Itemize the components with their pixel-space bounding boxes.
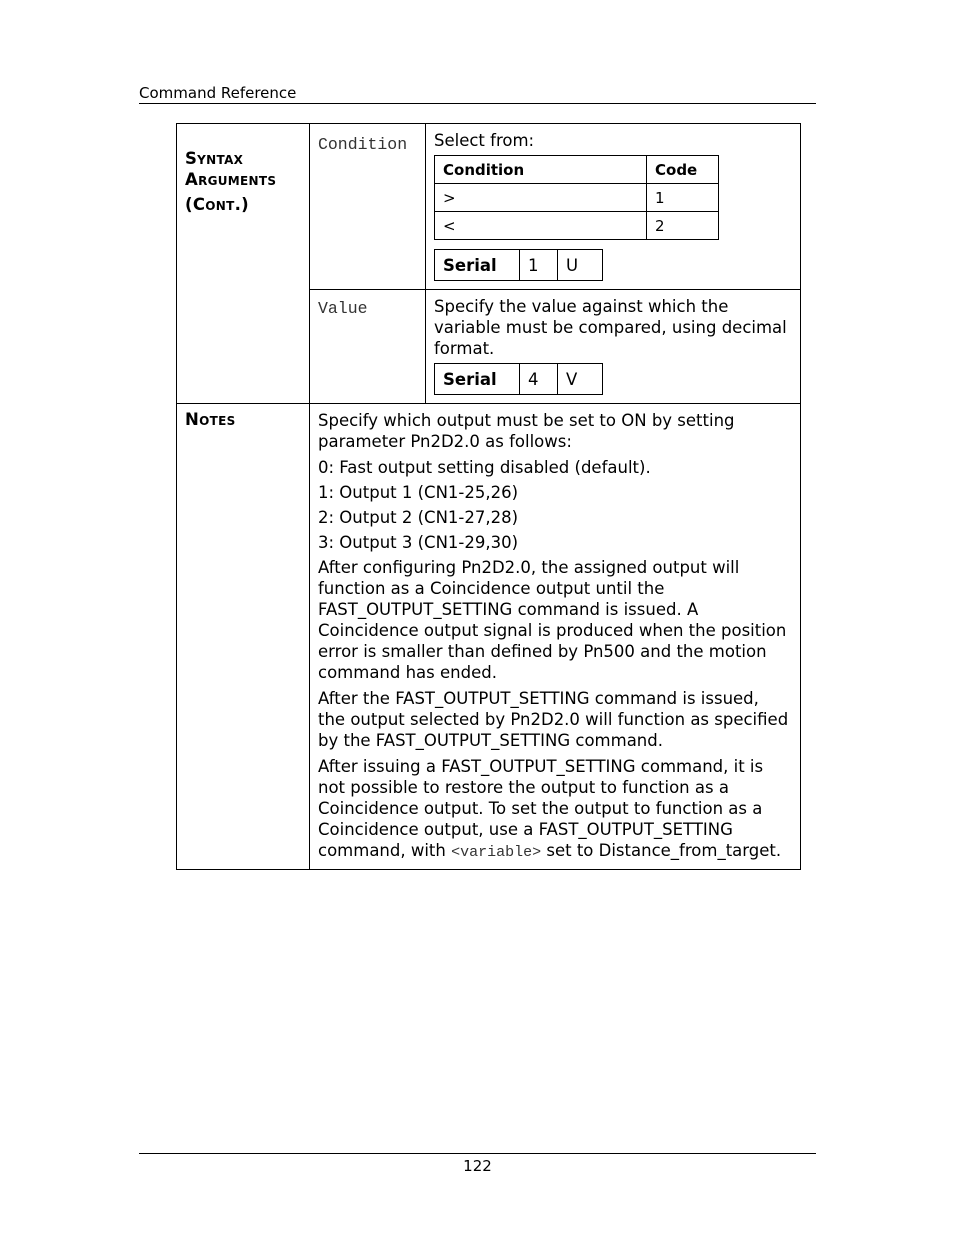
condition-intro: Select from: (434, 131, 535, 150)
code-cell: 1 (647, 184, 719, 212)
value-arg-description-cell (426, 290, 801, 404)
page-number: 122 (463, 1157, 492, 1175)
condition-cell: < (435, 212, 647, 240)
table-row (435, 212, 719, 240)
value-description: Specify the value against which the variable must be compared, using decimal format. (434, 297, 787, 358)
notes-label: Notes (177, 404, 310, 870)
command-table (176, 123, 801, 870)
serial-label: Serial (435, 250, 520, 281)
notes-content (310, 404, 801, 870)
table-row (435, 184, 719, 212)
serial-number: 1 (520, 250, 558, 281)
list-item: 3: Output 3 (CN1-29,30) (318, 533, 519, 552)
notes-text: set to Distance_from_target. (546, 841, 782, 860)
serial-label: Serial (435, 364, 520, 395)
code-header: Code (647, 156, 719, 184)
condition-header: Condition (435, 156, 647, 184)
syntax-label-line3: (Cont.) (185, 195, 249, 214)
condition-arg-description (426, 124, 801, 290)
condition-cell: > (435, 184, 647, 212)
value-arg-name: Value (310, 290, 426, 404)
notes-paragraph: After configuring Pn2D2.0, the assigned output will function as a Coincidence output until the FAST_OUTPUT_SETTING command is issued. A Coincidence output signal is produced when the position error is smaller than defined by Pn500 and the motion command has ended. (318, 558, 787, 682)
notes-paragraph-last (318, 756, 791, 863)
condition-arg-name: Condition (310, 124, 426, 290)
condition-serial-table (434, 249, 603, 281)
code-cell: 2 (647, 212, 719, 240)
page-header (139, 84, 816, 104)
notes-text: After issuing a FAST_OUTPUT_SETTING command, it is not possible to restore the output to function as a Coincidence output. To set the output to function as a Coincidence output, use a FAST_OUTPUT_SETTING command, with (318, 757, 764, 860)
notes-paragraph: Specify which output must be set to ON by setting parameter Pn2D2.0 as follows: (318, 411, 735, 451)
condition-code-table (434, 155, 719, 240)
syntax-label-line2: Arguments (185, 170, 277, 189)
serial-code: V (558, 364, 603, 395)
notes-paragraph: After the FAST_OUTPUT_SETTING command is issued, the output selected by Pn2D2.0 will function as specified by the FAST_OUTPUT_SETTING command. (318, 689, 789, 750)
list-item: 1: Output 1 (CN1-25,26) (318, 483, 519, 502)
syntax-arguments-label (177, 124, 310, 404)
value-serial-table (434, 363, 603, 395)
notes-row (177, 404, 801, 870)
page-footer (139, 1153, 816, 1175)
condition-row (177, 124, 801, 290)
list-item: 2: Output 2 (CN1-27,28) (318, 508, 519, 527)
syntax-label-line1: Syntax (185, 149, 244, 168)
serial-code: U (558, 250, 603, 281)
list-item: 0: Fast output setting disabled (default). (318, 458, 651, 477)
variable-code: <variable> (451, 844, 542, 861)
serial-number: 4 (520, 364, 558, 395)
header-title: Command Reference (139, 84, 297, 102)
